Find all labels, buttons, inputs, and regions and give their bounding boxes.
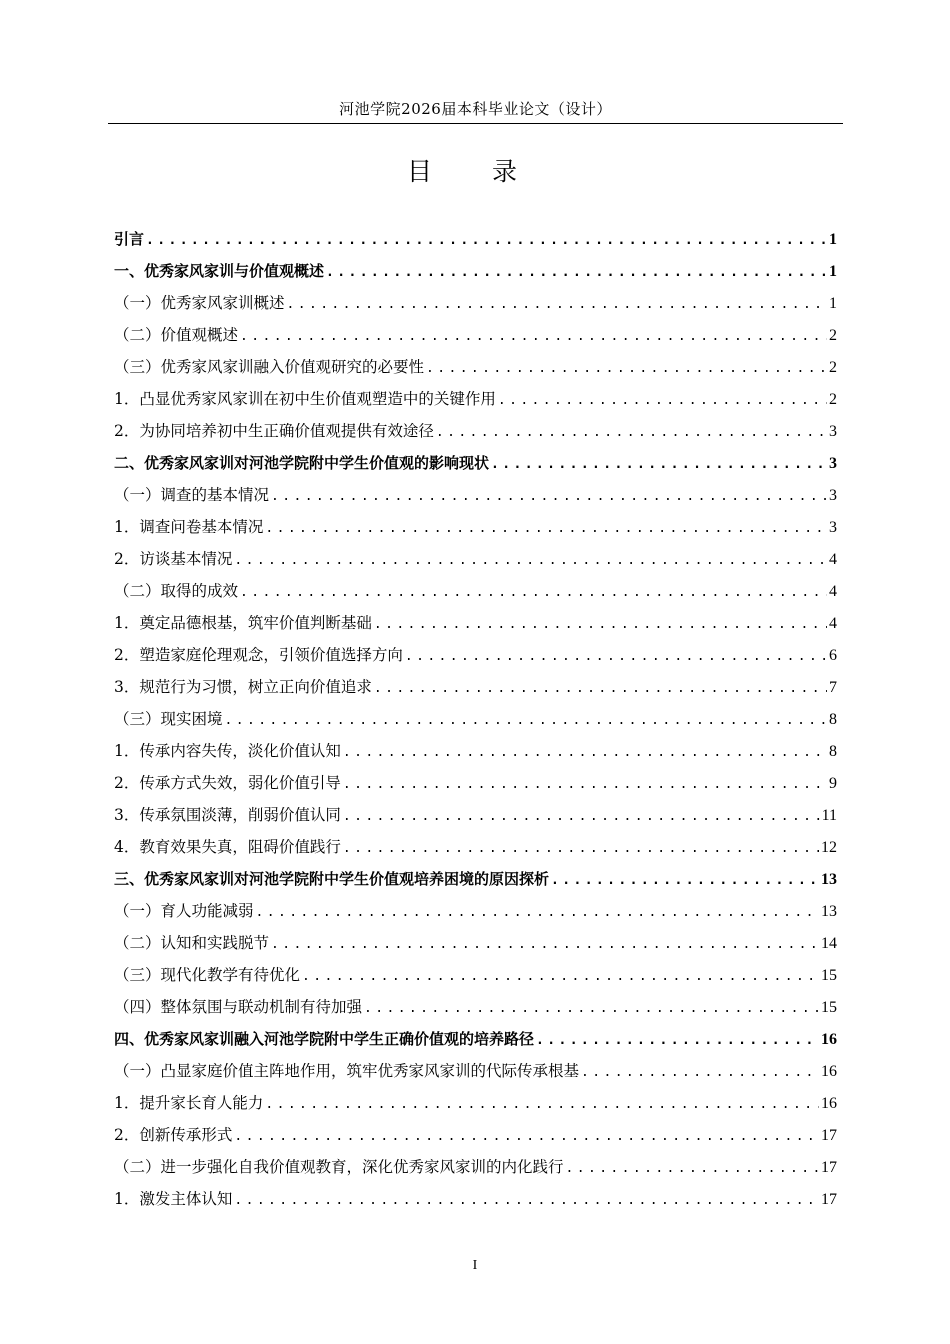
toc-dot-leader: [364, 993, 819, 1025]
toc-dot-leader: [498, 385, 827, 417]
running-header: 河池学院2026届本科毕业论文（设计）: [339, 100, 612, 118]
toc-dot-leader: [265, 513, 827, 545]
toc-entry-page: 13: [821, 871, 837, 888]
toc-entry-title: 1．提升家长育人能力: [114, 1094, 264, 1112]
toc-entry[interactable]: [114, 927, 837, 959]
toc-entry-page: 8: [829, 743, 837, 760]
toc-entry-title: 2．塑造家庭伦理观念，引领价值选择方向: [114, 646, 403, 664]
toc-entry[interactable]: [114, 287, 837, 319]
toc-entry-page: 17: [821, 1159, 837, 1176]
toc-entry-page: 16: [821, 1095, 837, 1112]
toc-entry-title: 1．调查问卷基本情况: [114, 518, 264, 536]
toc-dot-leader: [374, 673, 827, 705]
toc-entry-title: （三）现代化教学有待优化: [114, 966, 301, 984]
toc-entry-title: 引言: [114, 230, 145, 248]
toc-dot-leader: [343, 737, 827, 769]
toc-entry-page: 16: [821, 1063, 837, 1080]
toc-entry-page: 8: [829, 711, 837, 728]
toc-dot-leader: [146, 225, 827, 257]
toc-entry-page: 17: [821, 1191, 837, 1208]
toc-entry[interactable]: [114, 223, 837, 255]
toc-entry-title: 4．教育效果失真，阻碍价值践行: [114, 838, 341, 856]
toc-entry[interactable]: [114, 319, 837, 351]
toc-entry-title: （一）育人功能减弱: [114, 902, 254, 920]
toc-entry[interactable]: [114, 703, 837, 735]
toc-entry[interactable]: [114, 383, 837, 415]
header-rule: [108, 123, 843, 124]
toc-entry-page: 16: [821, 1031, 837, 1048]
toc-entry[interactable]: [114, 575, 837, 607]
toc-entry-page: 15: [821, 967, 837, 984]
toc-dot-leader: [581, 1057, 819, 1089]
toc-entry-title: （二）取得的成效: [114, 582, 239, 600]
toc-dot-leader: [566, 1153, 819, 1185]
toc-dot-leader: [234, 545, 827, 577]
toc-entry-title: 1．激发主体认知: [114, 1190, 233, 1208]
toc-entry-title: 2．访谈基本情况: [114, 550, 233, 568]
toc-entry[interactable]: [114, 1055, 837, 1087]
toc-entry-title: （三）优秀家风家训融入价值观研究的必要性: [114, 358, 425, 376]
toc-dot-leader: [536, 1025, 819, 1057]
toc-entry-title: 3．规范行为习惯，树立正向价值追求: [114, 678, 372, 696]
toc-dot-leader: [256, 897, 819, 929]
toc-dot-leader: [343, 833, 819, 865]
toc-entry-title: 1．奠定品德根基，筑牢价值判断基础: [114, 614, 372, 632]
toc-dot-leader: [343, 801, 820, 833]
toc-dot-leader: [326, 257, 827, 289]
toc-entry-title: 二、优秀家风家训对河池学院附中学生价值观的影响现状: [114, 454, 490, 472]
toc-entry-title: 2．创新传承形式: [114, 1126, 233, 1144]
toc-entry-title: （一）调查的基本情况: [114, 486, 270, 504]
toc-entry-title: 1．凸显优秀家风家训在初中生价值观塑造中的关键作用: [114, 390, 496, 408]
toc-dot-leader: [426, 353, 827, 385]
toc-dot-leader: [240, 321, 827, 353]
toc-entry[interactable]: [114, 767, 837, 799]
toc-entry-title: 2．为协同培养初中生正确价值观提供有效途径: [114, 422, 434, 440]
toc-entry[interactable]: [114, 351, 837, 383]
toc-entry-title: （二）进一步强化自我价值观教育，深化优秀家风家训的内化践行: [114, 1158, 564, 1176]
toc-entry-page: 7: [829, 679, 837, 696]
toc-entry-title: 三、优秀家风家训对河池学院附中学生价值观培养困境的原因探析: [114, 870, 550, 888]
toc-entry[interactable]: [114, 671, 837, 703]
toc-entry[interactable]: [114, 863, 837, 895]
toc-entry[interactable]: [114, 415, 837, 447]
toc-entry[interactable]: [114, 959, 837, 991]
toc-entry-page: 13: [821, 903, 837, 920]
toc-entry[interactable]: [114, 479, 837, 511]
toc-entry-page: 3: [829, 487, 837, 504]
toc-entry[interactable]: [114, 831, 837, 863]
toc-dot-leader: [405, 641, 827, 673]
toc-dot-leader: [287, 289, 827, 321]
toc-entry[interactable]: [114, 1183, 837, 1215]
toc-entry-page: 17: [821, 1127, 837, 1144]
toc-entry[interactable]: [114, 447, 837, 479]
toc-entry-title: 3．传承氛围淡薄，削弱价值认同: [114, 806, 341, 824]
toc-entry-title: 1．传承内容失传，淡化价值认知: [114, 742, 341, 760]
toc-entry[interactable]: [114, 511, 837, 543]
toc-entry-page: 3: [829, 423, 837, 440]
toc-entry-page: 11: [821, 807, 837, 824]
toc-dot-leader: [234, 1185, 819, 1217]
toc-dot-leader: [271, 481, 827, 513]
toc-entry-page: 12: [821, 839, 837, 856]
page-number: I: [472, 1258, 478, 1273]
toc-dot-leader: [265, 1089, 819, 1121]
toc-entry[interactable]: [114, 735, 837, 767]
toc-entry-page: 3: [829, 519, 837, 536]
toc-dot-leader: [302, 961, 819, 993]
toc-entry-title: （四）整体氛围与联动机制有待加强: [114, 998, 363, 1016]
toc-entry-page: 2: [829, 391, 837, 408]
toc-entry-page: 2: [829, 359, 837, 376]
toc-entry-title: 2．传承方式失效，弱化价值引导: [114, 774, 341, 792]
toc-title: 目 录: [407, 157, 543, 186]
toc-entry[interactable]: [114, 255, 837, 287]
toc-entry-page: 1: [829, 231, 837, 248]
toc-entry-title: 四、优秀家风家训融入河池学院附中学生正确价值观的培养路径: [114, 1030, 535, 1048]
toc-dot-leader: [491, 449, 827, 481]
toc-entry[interactable]: [114, 1087, 837, 1119]
toc-dot-leader: [436, 417, 827, 449]
toc-entry[interactable]: [114, 895, 837, 927]
toc-entry-page: 4: [829, 583, 837, 600]
toc-entry-page: 14: [821, 935, 837, 952]
toc-dot-leader: [374, 609, 827, 641]
toc-entry-page: 1: [829, 263, 837, 280]
toc-entry[interactable]: [114, 1151, 837, 1183]
toc-entry-title: （二）价值观概述: [114, 326, 239, 344]
toc-entry[interactable]: [114, 991, 837, 1023]
toc-entry-page: 3: [829, 455, 837, 472]
toc-entry[interactable]: [114, 639, 837, 671]
toc-dot-leader: [551, 865, 819, 897]
toc-entry-page: 15: [821, 999, 837, 1016]
toc-entry-title: （一）优秀家风家训概述: [114, 294, 285, 312]
toc-entry[interactable]: [114, 1119, 837, 1151]
toc-dot-leader: [225, 705, 827, 737]
toc-entry-page: 4: [829, 551, 837, 568]
toc-dot-leader: [343, 769, 827, 801]
toc-entry-title: （三）现实困境: [114, 710, 223, 728]
toc-entry-page: 4: [829, 615, 837, 632]
table-of-contents: [114, 223, 837, 1215]
toc-entry-page: 9: [829, 775, 837, 792]
toc-entry-title: （一）凸显家庭价值主阵地作用，筑牢优秀家风家训的代际传承根基: [114, 1062, 580, 1080]
toc-entry-page: 6: [829, 647, 837, 664]
toc-entry[interactable]: [114, 1023, 837, 1055]
toc-dot-leader: [240, 577, 827, 609]
toc-entry-title: 一、优秀家风家训与价值观概述: [114, 262, 325, 280]
toc-dot-leader: [271, 929, 819, 961]
toc-dot-leader: [234, 1121, 819, 1153]
toc-entry-page: 1: [829, 295, 837, 312]
toc-entry-title: （二）认知和实践脱节: [114, 934, 270, 952]
toc-entry[interactable]: [114, 799, 837, 831]
toc-entry-page: 2: [829, 327, 837, 344]
toc-entry[interactable]: [114, 543, 837, 575]
toc-entry[interactable]: [114, 607, 837, 639]
